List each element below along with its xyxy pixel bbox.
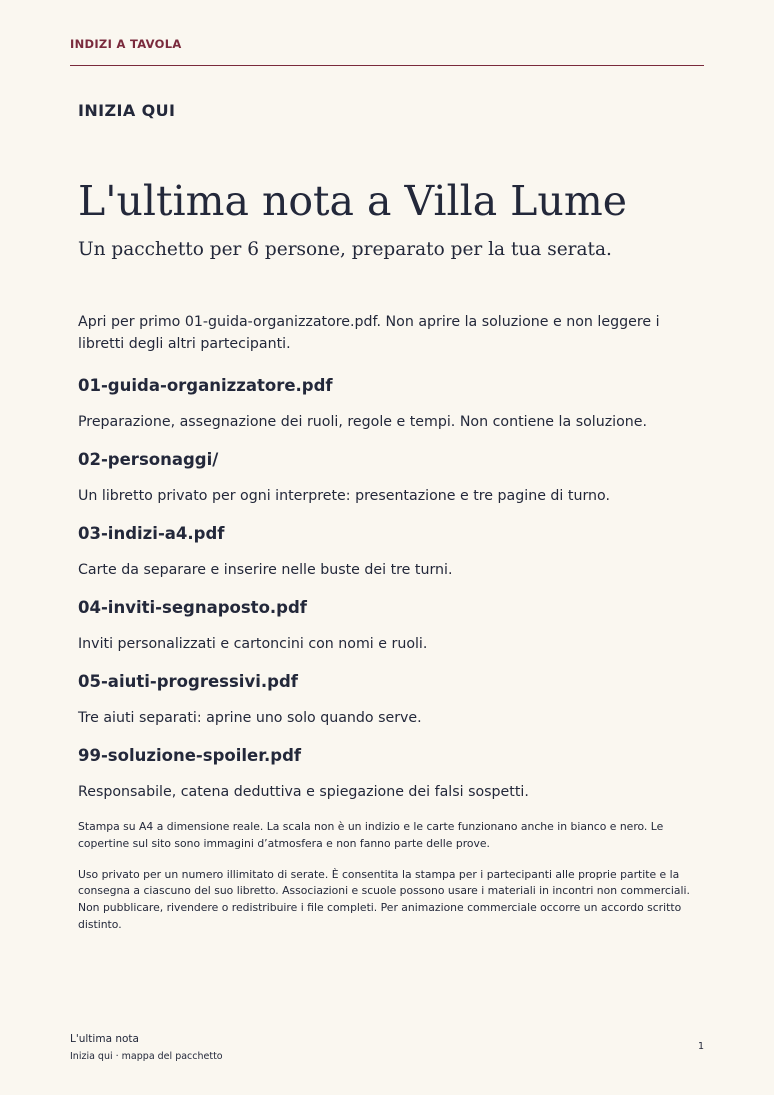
- document-title: L'ultima nota a Villa Lume: [78, 177, 627, 225]
- header-divider: [70, 65, 704, 66]
- section-title-soluzione: 99-soluzione-spoiler.pdf: [78, 746, 302, 765]
- section-title-inviti: 04-inviti-segnaposto.pdf: [78, 598, 307, 617]
- document-subtitle: Un pacchetto per 6 persone, preparato per la tua serata.: [78, 239, 612, 260]
- license-note: Uso privato per un numero illimitato di serate. È consentita la stampa per i partecipanti alle proprie partite e la consegna a ciascuno del suo libretto. Associazioni e scuole possono usare i materiali in incontri non commerciali. Non pubblicare, rivendere o redistribuire i file completi. Per animazione commerciale occorre un accordo scritto distinto.: [78, 867, 690, 931]
- footer-subtitle: Inizia qui · mappa del pacchetto: [70, 1051, 223, 1062]
- section-title-personaggi: 02-personaggi/: [78, 450, 219, 469]
- section-description-guida: Preparazione, assegnazione dei ruoli, regole e tempi. Non contiene la soluzione.: [78, 414, 647, 430]
- section-description-aiuti: Tre aiuti separati: aprine uno solo quando serve.: [78, 710, 422, 726]
- section-description-indizi: Carte da separare e inserire nelle buste dei tre turni.: [78, 562, 453, 578]
- package-map: [78, 312, 698, 948]
- footer-title: L'ultima nota: [70, 1033, 139, 1045]
- page-number: 1: [697, 1041, 704, 1052]
- kicker-label: INIZIA QUI: [78, 101, 176, 120]
- section-description-soluzione: Responsabile, catena deduttiva e spiegazione dei falsi sospetti.: [78, 784, 529, 800]
- section-description-inviti: Inviti personalizzati e cartoncini con nomi e ruoli.: [78, 636, 428, 652]
- header-brand: INDIZI A TAVOLA: [70, 37, 182, 51]
- intro-paragraph: Apri per primo 01-guida-organizzatore.pdf. Non aprire la soluzione e non leggere i libretti degli altri partecipanti.: [78, 314, 660, 352]
- section-title-indizi: 03-indizi-a4.pdf: [78, 524, 225, 543]
- section-title-aiuti: 05-aiuti-progressivi.pdf: [78, 672, 298, 691]
- section-title-guida: 01-guida-organizzatore.pdf: [78, 376, 333, 395]
- print-note: Stampa su A4 a dimensione reale. La scala non è un indizio e le carte funzionano anche in bianco e nero. Le copertine sul sito sono immagini d’atmosfera e non fanno parte delle prove.: [78, 820, 664, 850]
- section-description-personaggi: Un libretto privato per ogni interprete: presentazione e tre pagine di turno.: [78, 488, 610, 504]
